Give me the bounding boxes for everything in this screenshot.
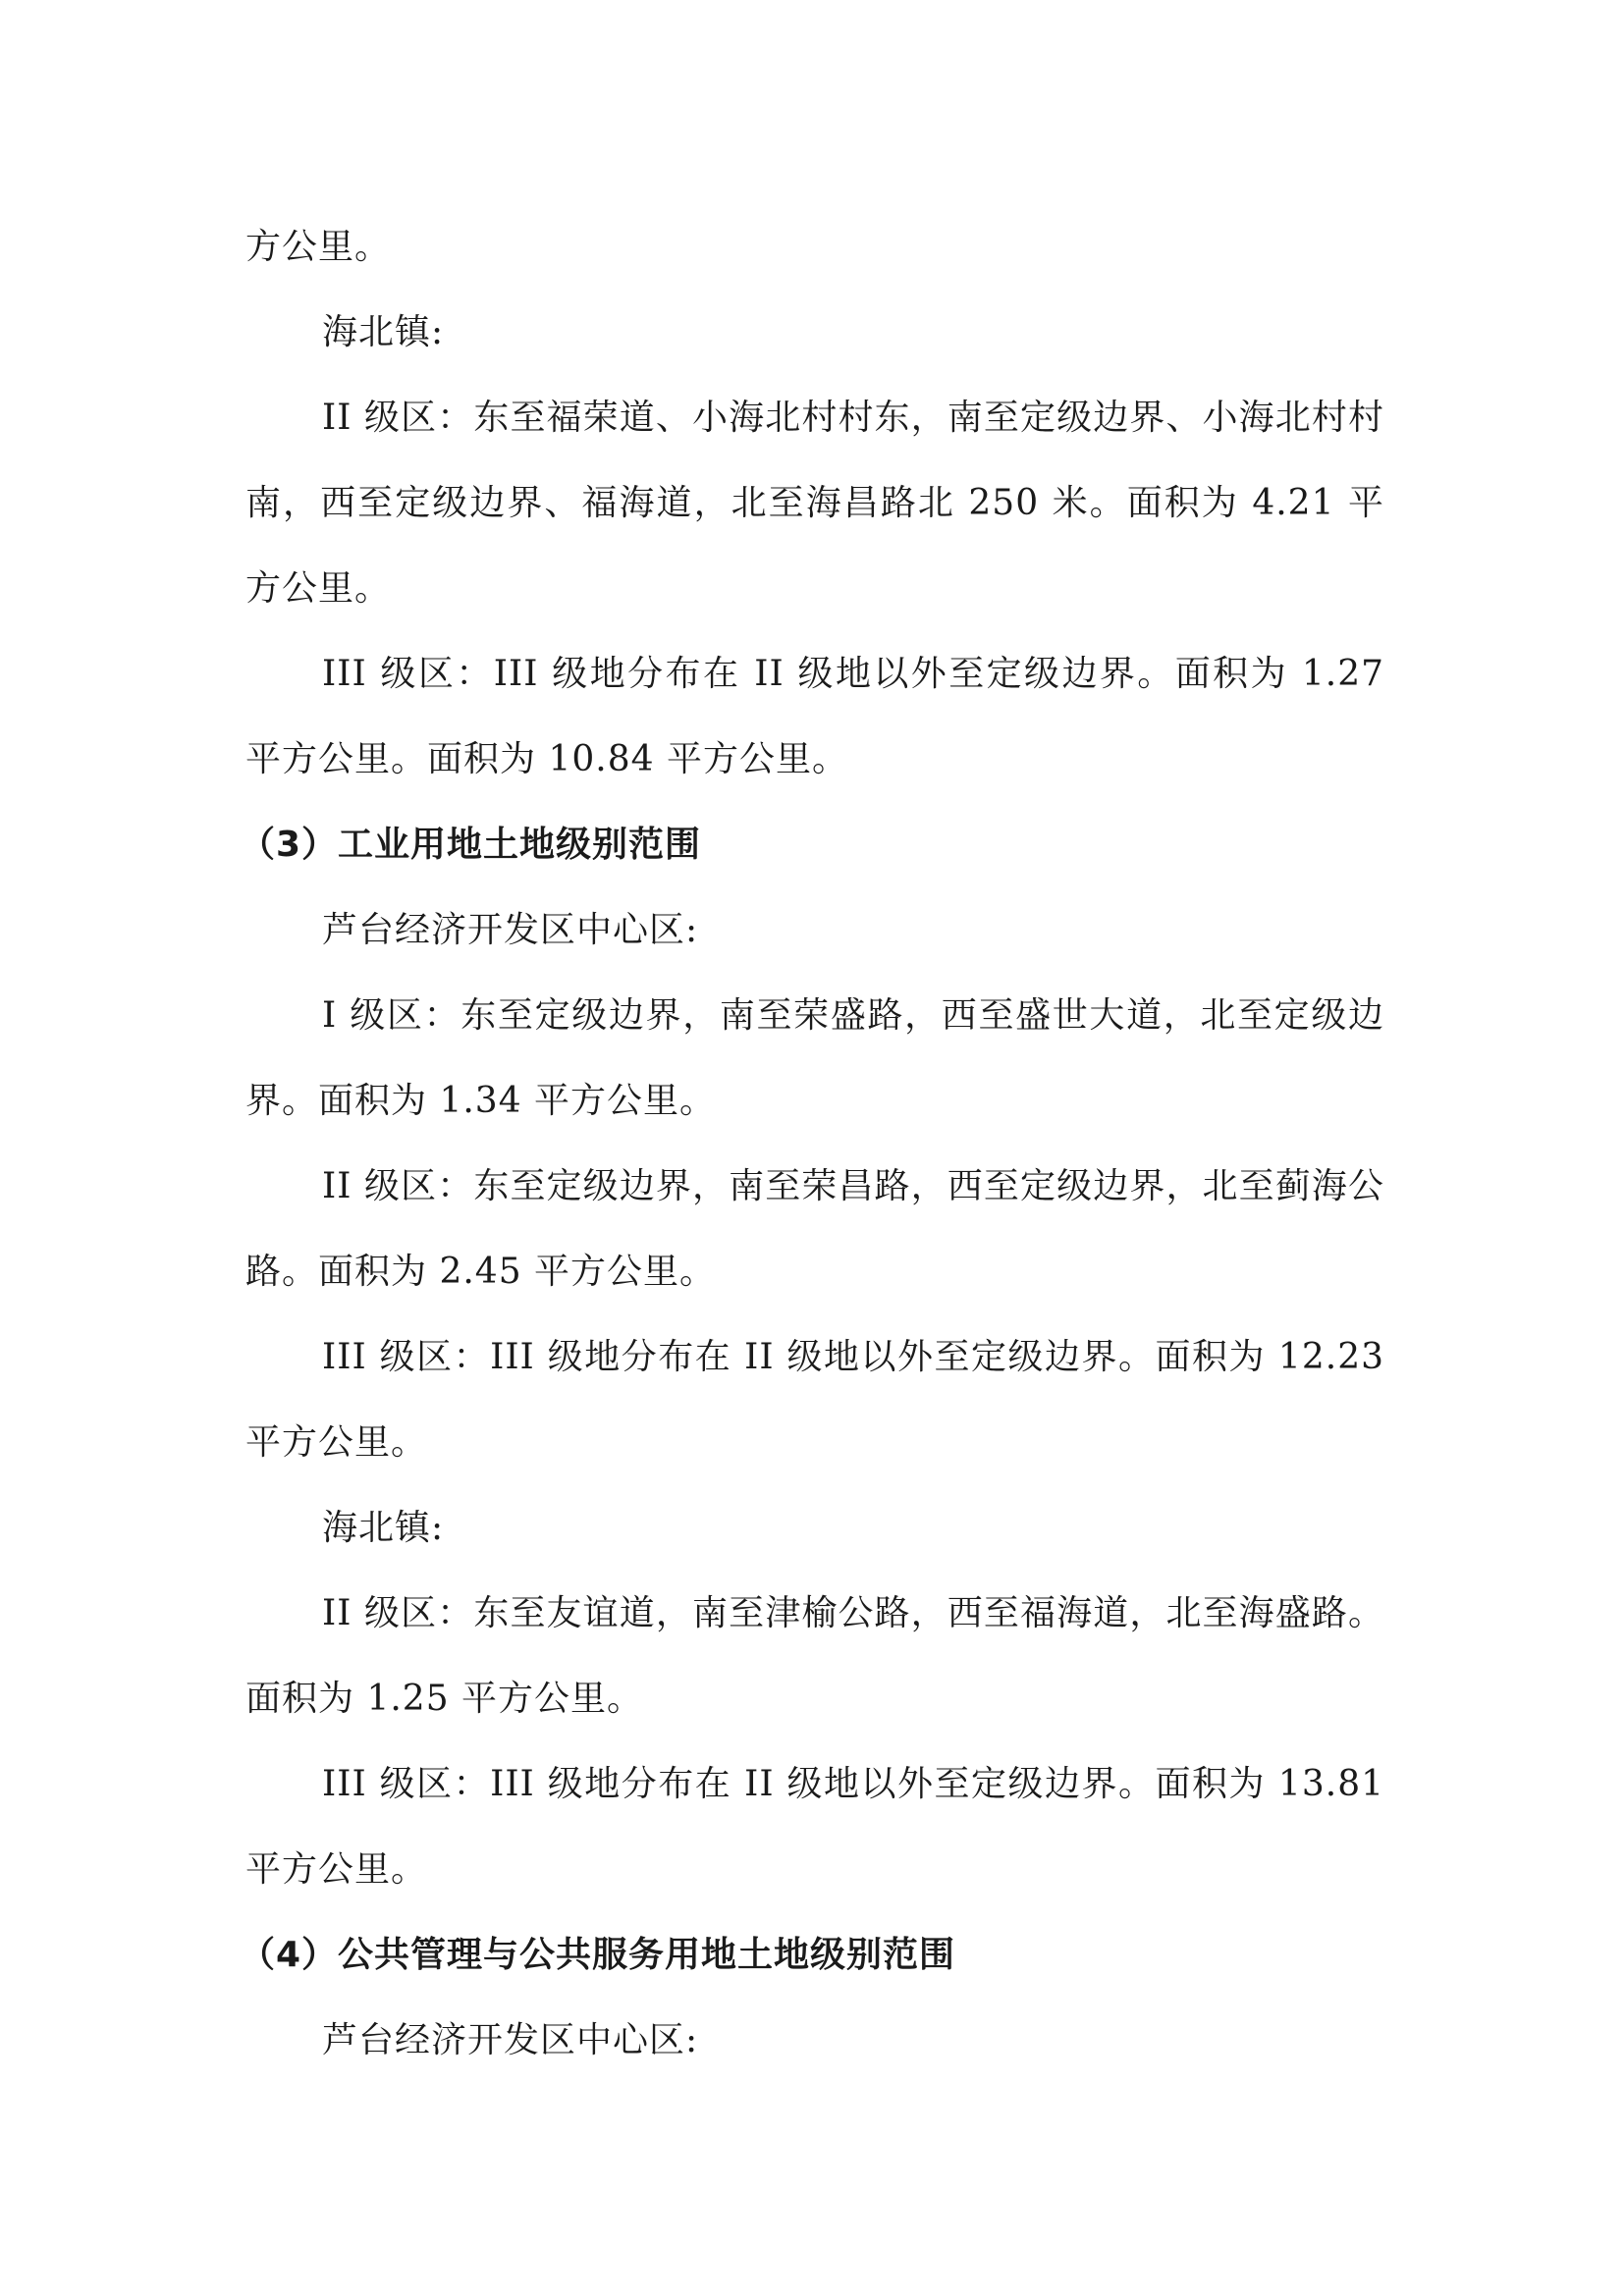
section-label-lutai-center-public: 芦台经济开发区中心区: (322, 2020, 699, 2060)
paragraph-haibei-level-2-industrial: II 级区：东至友谊道，南至津榆公路，西至福海道，北至海盛路。面积为 1.25 平方公里。 (245, 1593, 1384, 1719)
paragraph-level-3-zone-industrial: III 级区：III 级地分布在 II 级地以外至定级边界。面积为 12.23 平方公里。 (245, 1337, 1384, 1463)
paragraph-level-2-zone: II 级区：东至福荣道、小海北村村东，南至定级边界、小海北村村南，西至定级边界、福海道，北至海昌路北 250 米。面积为 4.21 平方公里。 (245, 398, 1384, 609)
document-body (240, 204, 1384, 2083)
paragraph-level-1-zone: I 级区：东至定级边界，南至荣盛路，西至盛世大道，北至定级边界。面积为 1.34 平方公里。 (245, 995, 1384, 1121)
paragraph-continuation: 方公里。 (245, 227, 392, 267)
section-label-haibei-town: 海北镇: (322, 312, 445, 352)
heading-public-service-land: （4）公共管理与公共服务用地土地级别范围 (240, 1935, 956, 1975)
paragraph-level-3-zone: III 级区：III 级地分布在 II 级地以外至定级边界。面积为 1.27 平方公里。面积为 10.84 平方公里。 (245, 654, 1384, 779)
section-label-haibei-town-industrial: 海北镇: (322, 1508, 445, 1548)
heading-industrial-land: （3）工业用地土地级别范围 (240, 825, 702, 865)
paragraph-level-2-zone-industrial: II 级区：东至定级边界，南至荣昌路，西至定级边界，北至蓟海公路。面积为 2.45 平方公里。 (245, 1166, 1384, 1292)
paragraph-haibei-level-3-industrial: III 级区：III 级地分布在 II 级地以外至定级边界。面积为 13.81 平方公里。 (245, 1764, 1384, 1890)
section-label-lutai-center: 芦台经济开发区中心区: (322, 910, 699, 950)
